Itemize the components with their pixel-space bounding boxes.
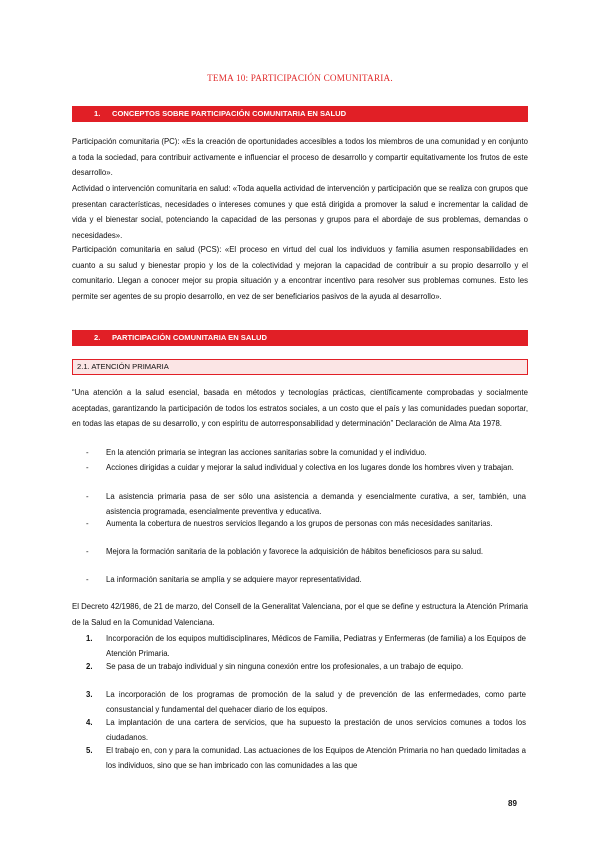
numbered-item [86,660,526,675]
numbered-item-text: La implantación de una cartera de servicios, que ha supuesto la prestación de unos servicios comunes a todos los ciudadanos. [106,718,526,742]
numbered-item-number: 5. [86,746,93,755]
section-2-heading [72,330,528,346]
numbered-item-text: El trabajo en, con y para la comunidad. Las actuaciones de los Equipos de Atención Primaria no han quedado limitadas a los individuos, sino que se han imbricado con las comunidades a las que [106,746,526,770]
list-item [86,490,526,519]
section-1-heading [72,106,528,122]
list-item-text: En la atención primaria se integran las acciones sanitarias sobre la comunidad y el individuo. [106,448,427,457]
numbered-item-number: 2. [86,662,93,671]
numbered-item [86,688,526,717]
list-item [86,545,526,560]
numbered-item-text: Incorporación de los equipos multidisciplinares, Médicos de Familia, Pediatras y Enfermeras (de familia) a los Equipos de Atención Primaria. [106,634,526,658]
numbered-item [86,716,526,745]
section-2-title: PARTICIPACIÓN COMUNITARIA EN SALUD [112,333,267,342]
list-item-text: Mejora la formación sanitaria de la población y favorece la adquisición de hábitos beneficiosos para su salud. [106,547,484,556]
subsection-2-1-heading: 2.1. ATENCIÓN PRIMARIA [72,359,528,375]
list-item-text: Aumenta la cobertura de nuestros servicios llegando a los grupos de personas con más necesidades sanitarias. [106,519,493,528]
bullet-dash: - [86,519,89,528]
bullet-dash: - [86,492,89,501]
section-1-title: CONCEPTOS SOBRE PARTICIPACIÓN COMUNITARIA EN SALUD [112,109,347,118]
bullet-dash: - [86,448,89,457]
paragraph-community-activity: Actividad o intervención comunitaria en salud: «Toda aquella actividad de intervención y participación que se realiza con grupos que presentan características, necesidades o intereses comunes y que está dirigida a promover la salud e incrementar la calidad de vida y el bienestar social, potenciando la capacidad de las personas y grupos para el abordaje de sus problemas, demandas o necesidades». [72,184,528,240]
numbered-item [86,744,526,773]
list-item [86,517,526,532]
section-2-number: 2. [94,333,101,342]
numbered-item [86,632,526,661]
paragraph-decree: El Decreto 42/1986, de 21 de marzo, del Consell de la Generalitat Valenciana, por el que se define y estructura la Atención Primaria de la Salud en la Comunidad Valenciana. [72,602,528,627]
list-item-text: Acciones dirigidas a cuidar y mejorar la salud individual y colectiva en los lugares donde los hombres viven y trabajan. [106,463,514,472]
numbered-item-text: La incorporación de los programas de promoción de la salud y de prevención de las enfermedades, como parte consustancial y fundamental del quehacer diario de los equipos. [106,690,526,714]
numbered-item-number: 3. [86,690,93,699]
bullet-dash: - [86,547,89,556]
paragraph-alma-ata-quote: “Una atención a la salud esencial, basada en métodos y tecnologías prácticas, científicamente comprobadas y socialmente aceptadas, garantizando la participación de todos los estratos sociales, a un costo que el país y las comunidades puedan soportar, en todas las etapas de su desarrollo, y con espíritu de autorresponsabilidad y determinación” Declaración de Alma Ata 1978. [72,388,528,429]
page-title: TEMA 10: PARTICIPACIÓN COMUNITARIA. [207,73,393,83]
paragraph-pc-definition: Participación comunitaria (PC): «Es la creación de oportunidades accesibles a todos los miembros de una comunidad y en conjunto a toda la sociedad, para contribuir activamente e influenciar el proceso de desarrollo y compartir equitativamente los frutos de este desarrollo». [72,137,528,178]
numbered-item-text: Se pasa de un trabajo individual y sin ninguna conexión entre los profesionales, a un trabajo de equipo. [106,662,464,671]
list-item-text: La información sanitaria se amplía y se adquiere mayor representatividad. [106,575,362,584]
bullet-dash: - [86,575,89,584]
list-item [86,446,526,461]
list-item-text: La asistencia primaria pasa de ser sólo una asistencia a demanda y esencialmente curativa, a ser, también, una asistencia programada, esencialmente preventiva y educativa. [106,492,526,516]
paragraph-pcs-definition: Participación comunitaria en salud (PCS): «El proceso en virtud del cual los individuos y familia asumen responsabilidades en cuanto a su salud y bienestar propio y los de la colectividad y mejoran la capacidad de contribuir a su propio desarrollo y el comunitario. Llegan a conocer mejor su propia situación y a encontrar incentivo para resolver sus problemas comunes. Esto les permite ser agentes de su propio desarrollo, en vez de ser beneficiarios pasivos de la ayuda al desarrollo». [72,245,528,301]
numbered-item-number: 4. [86,718,93,727]
list-item [86,461,526,476]
bullet-dash: - [86,463,89,472]
numbered-item-number: 1. [86,634,93,643]
page-number: 89 [508,799,517,808]
section-1-number: 1. [94,109,101,118]
list-item [86,573,526,588]
